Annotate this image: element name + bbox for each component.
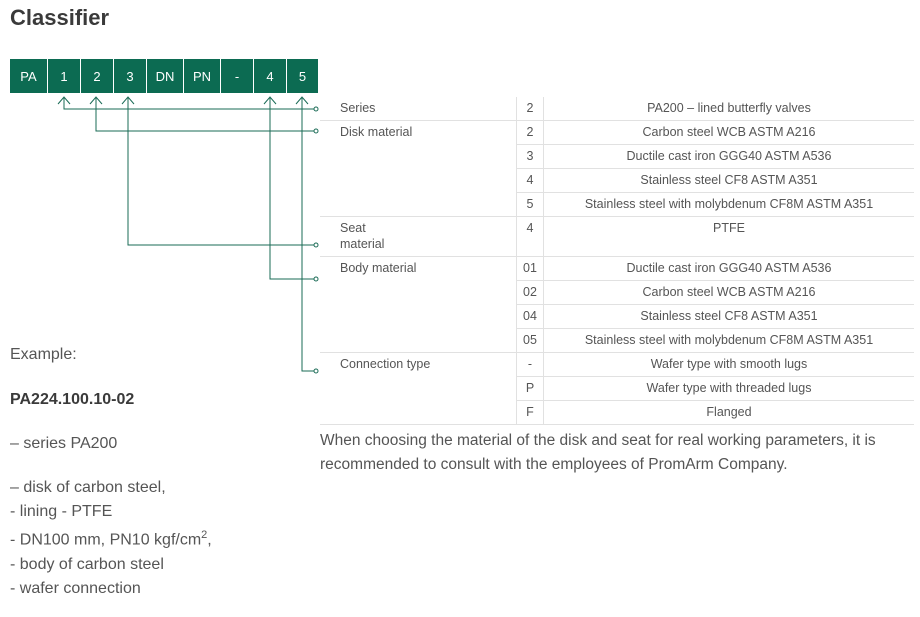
code-cell-pn: PN (184, 59, 221, 93)
example-line-lining: - lining - PTFE (10, 503, 113, 520)
param-disk-material: Disk material (320, 121, 517, 217)
code-cell-pa: PA (10, 59, 48, 93)
param-seat-material: Seat material (340, 221, 385, 251)
description: Stainless steel with molybdenum CF8M ASTM A351 (584, 197, 874, 211)
code-value: 05 (517, 329, 544, 353)
code-value: 5 (517, 193, 544, 217)
connector-seat (128, 98, 314, 245)
code-cell-5: 5 (287, 59, 318, 93)
param-seat-material-cell (320, 217, 517, 257)
classifier-table (320, 97, 914, 425)
consultation-note: When choosing the material of the disk and seat for real working parameters, it is recommended to consult with the employees of PromArm Company. (320, 432, 876, 473)
code-cell-4: 4 (254, 59, 287, 93)
endpoint-seat (314, 243, 318, 247)
table-row (320, 121, 914, 145)
description: Ductile cast iron GGG40 ASTM A536 (544, 257, 915, 281)
code-cell-3: 3 (114, 59, 147, 93)
example-label: Example: (10, 346, 77, 363)
connector-disk (96, 98, 314, 131)
code-cell-dn: DN (147, 59, 184, 93)
param-series: Series (320, 97, 517, 121)
param-body-material: Body material (320, 257, 517, 353)
param-connection-type: Connection type (320, 353, 517, 425)
example-line-series: – series PA200 (10, 435, 118, 452)
connector-connection (302, 98, 314, 371)
code-value: 2 (517, 121, 544, 145)
description: Carbon steel WCB ASTM A216 (544, 121, 915, 145)
code-value: 02 (517, 281, 544, 305)
connector-body (270, 98, 314, 279)
example-line-body: - body of carbon steel (10, 556, 164, 573)
page-title: Classifier (10, 5, 110, 30)
code-value: 04 (517, 305, 544, 329)
description: Stainless steel CF8 ASTM A351 (544, 169, 915, 193)
superscript-2: 2 (201, 529, 208, 541)
code-value: 4 (517, 217, 544, 257)
endpoint-body (314, 277, 318, 281)
code-value: P (517, 377, 544, 401)
example-dn-pn-suffix: , (207, 531, 212, 549)
endpoint-connection (314, 369, 318, 373)
description: Ductile cast iron GGG40 ASTM A536 (544, 145, 915, 169)
example-line-connection: - wafer connection (10, 580, 141, 597)
example-line-disk: – disk of carbon steel, (10, 479, 166, 496)
table-row (320, 217, 914, 257)
table-row (320, 353, 914, 377)
description: Carbon steel WCB ASTM A216 (544, 281, 915, 305)
code-value: F (517, 401, 544, 425)
code-value: - (517, 353, 544, 377)
description: Wafer type with smooth lugs (544, 353, 915, 377)
code-value: 2 (517, 97, 544, 121)
example-dn-pn-text: - DN100 mm, PN10 kgf/cm (10, 531, 202, 549)
code-cell-dash: - (221, 59, 254, 93)
description: Stainless steel with molybdenum CF8M ASTM A351 (544, 329, 915, 353)
description: Wafer type with threaded lugs (544, 377, 915, 401)
description-cell (544, 193, 915, 217)
code-cell-1: 1 (48, 59, 81, 93)
description: Stainless steel CF8 ASTM A351 (544, 305, 915, 329)
endpoint-disk (314, 129, 318, 133)
code-value: 3 (517, 145, 544, 169)
code-cell-2: 2 (81, 59, 114, 93)
endpoint-series (314, 107, 318, 111)
description: PA200 – lined butterfly valves (544, 97, 915, 121)
code-value: 4 (517, 169, 544, 193)
table-row (320, 97, 914, 121)
example-line-dn-pn (10, 529, 212, 549)
table-row (320, 257, 914, 281)
description: Flanged (544, 401, 915, 425)
example-code: PA224.100.10-02 (10, 391, 135, 408)
description: PTFE (544, 217, 915, 257)
code-value: 01 (517, 257, 544, 281)
